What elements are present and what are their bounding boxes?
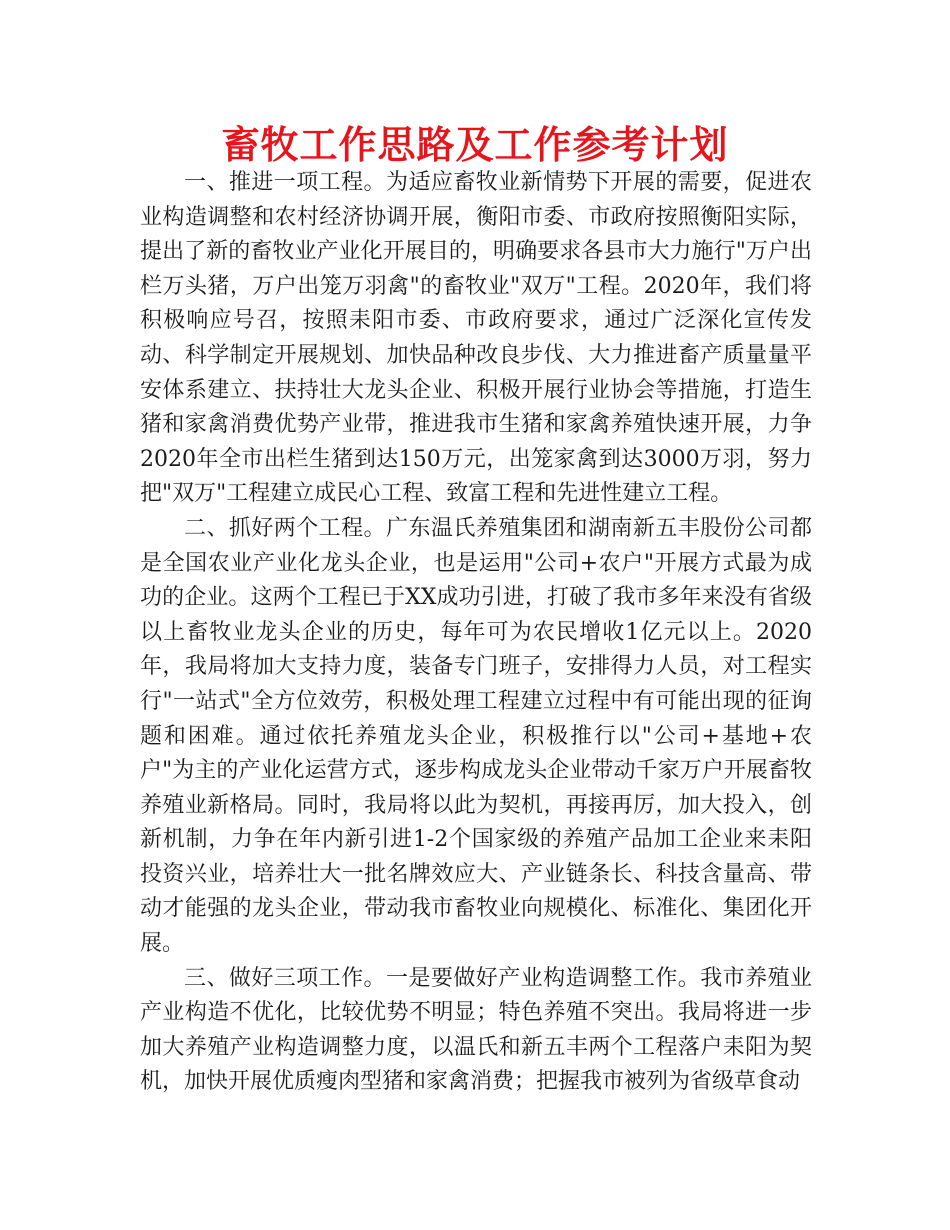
paragraph-1: 一、推进一项工程。为适应畜牧业新情势下开展的需要，促进农业构造调整和农村经济协调开展，衡阳市委、市政府按照衡阳实际，提出了新的畜牧业产业化开展目的，明确要求各县市大力施行"万户出栏万头猪，万户出笼万羽禽"的畜牧业"双万"工程。2020年，我们将积极响应号召，按照耒阳市委、市政府要求，通过广泛深化宣传发动、科学制定开展规划、加快品种改良步伐、大力推进畜产质量量平安体系建立、扶持壮大龙头企业、积极开展行业协会等措施，打造生猪和家禽消费优势产业带，推进我市生猪和家禽养殖快速开展，力争2020年全市出栏生猪到达150万元，出笼家禽到达3000万羽，努力把"双万"工程建立成民心工程、致富工程和先进性建立工程。 <box>140 170 812 507</box>
document-body <box>140 166 812 1100</box>
document-title: 畜牧工作思路及工作参考计划 <box>221 123 729 167</box>
paragraph-3: 三、做好三项工作。一是要做好产业构造调整工作。我市养殖业产业构造不优化，比较优势不明显；特色养殖不突出。我局将进一步加大养殖产业构造调整力度，以温氏和新五丰两个工程落户耒阳为契机，加快开展优质瘦肉型猪和家禽消费；把握我市被列为省级草食动 <box>140 965 812 1095</box>
paragraph-2: 二、抓好两个工程。广东温氏养殖集团和湖南新五丰股份公司都是全国农业产业化龙头企业，也是运用"公司+农户"开展方式最为成功的企业。这两个工程已于XX成功引进，打破了我市多年来没有省级以上畜牧业龙头企业的历史，每年可为农民增收1亿元以上。2020年，我局将加大支持力度，装备专门班子，安排得力人员，对工程实行"一站式"全方位效劳，积极处理工程建立过程中有可能出现的征询题和困难。通过依托养殖龙头企业，积极推行以"公司+基地+农户"为主的产业化运营方式，逐步构成龙头企业带动千家万户开展畜牧养殖业新格局。同时，我局将以此为契机，再接再厉，加大投入，创新机制，力争在年内新引进1-2个国家级的养殖产品加工企业来耒阳投资兴业，培养壮大一批名牌效应大、产业链条长、科技含量高、带动才能强的龙头企业，带动我市畜牧业向规模化、标准化、集团化开展。 <box>140 515 812 957</box>
